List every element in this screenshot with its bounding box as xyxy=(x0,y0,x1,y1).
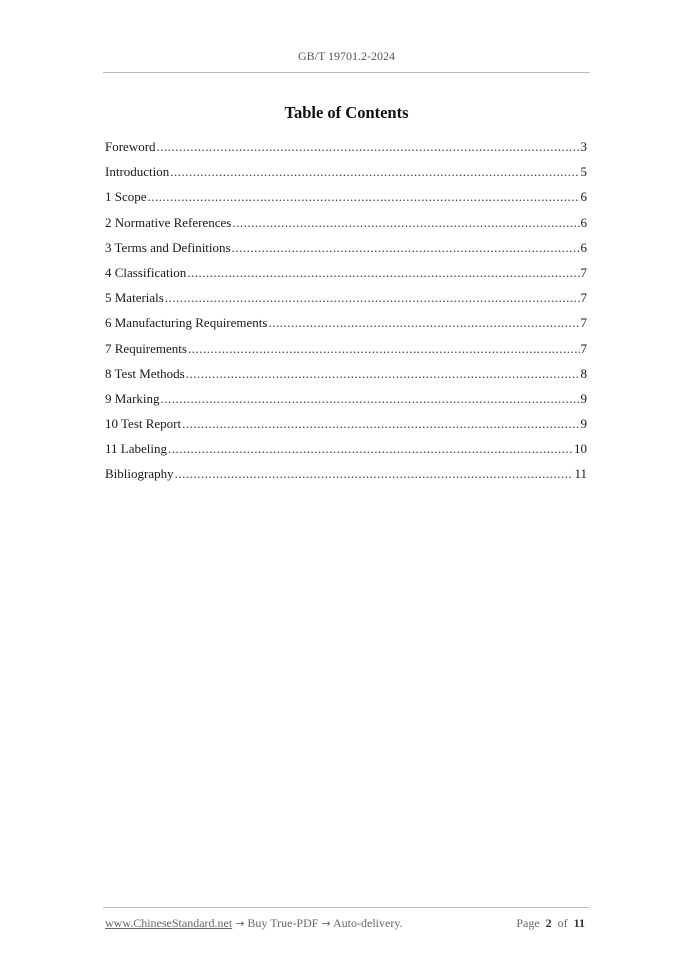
toc-entry-page: 7 xyxy=(580,315,587,331)
page-total: 11 xyxy=(573,916,585,930)
of-word: of xyxy=(557,916,568,930)
toc-leader-dots xyxy=(232,240,580,256)
toc-entry-page: 9 xyxy=(580,390,587,406)
toc-entry-label: Introduction xyxy=(105,164,170,180)
toc-entry-requirements[interactable] xyxy=(105,341,587,366)
toc-leader-dots xyxy=(232,215,579,231)
toc-entry-page: 10 xyxy=(574,441,587,457)
toc-entry-page: 11 xyxy=(574,466,587,482)
toc-entry-label: 7 Requirements xyxy=(105,340,187,356)
toc-entry-label: 1 Scope xyxy=(105,189,147,205)
toc-entry-foreword[interactable] xyxy=(105,139,587,164)
toc-entry-label: 5 Materials xyxy=(105,290,164,306)
toc-entry-page: 7 xyxy=(580,340,587,356)
toc-leader-dots xyxy=(168,441,573,457)
toc-entry-manufacturing-requirements[interactable] xyxy=(105,315,587,340)
toc-entry-marking[interactable] xyxy=(105,391,587,416)
toc-entry-label: Bibliography xyxy=(105,466,174,482)
toc-leader-dots xyxy=(148,189,580,205)
toc-entry-bibliography[interactable] xyxy=(105,466,587,491)
toc-entry-label: 10 Test Report xyxy=(105,416,182,432)
footer-promo xyxy=(105,916,403,931)
delivery-text: Auto-delivery. xyxy=(333,916,403,930)
toc-leader-dots xyxy=(187,265,579,281)
toc-entry-page: 6 xyxy=(580,239,587,255)
toc-leader-dots xyxy=(161,391,580,407)
toc-leader-dots xyxy=(186,366,580,382)
toc-entry-label: Foreword xyxy=(105,139,156,154)
toc-entry-label: 4 Classification xyxy=(105,264,187,280)
toc-leader-dots xyxy=(175,466,574,482)
toc-leader-dots xyxy=(268,315,579,331)
toc-entry-page: 7 xyxy=(580,290,587,306)
toc-entry-materials[interactable] xyxy=(105,290,587,315)
toc-entry-page: 6 xyxy=(580,189,587,205)
toc-leader-dots xyxy=(157,139,580,155)
toc-entry-introduction[interactable] xyxy=(105,164,587,189)
toc-entry-label: 11 Labeling xyxy=(105,441,167,457)
toc-entry-label: 9 Marking xyxy=(105,390,160,406)
page-number xyxy=(516,916,585,931)
toc-entry-test-methods[interactable] xyxy=(105,366,587,391)
toc-entry-page: 8 xyxy=(580,365,587,381)
toc-entry-label: 3 Terms and Definitions xyxy=(105,239,231,255)
toc-list xyxy=(105,139,587,492)
toc-entry-page: 6 xyxy=(580,214,587,230)
toc-entry-label: 6 Manufacturing Requirements xyxy=(105,315,268,331)
arrow-right-icon: → xyxy=(321,917,331,930)
running-header: GB/T 19701.2-2024 xyxy=(297,49,396,63)
toc-entry-labeling[interactable] xyxy=(105,441,587,466)
toc-entry-classification[interactable] xyxy=(105,265,587,290)
toc-entry-page: 9 xyxy=(580,416,587,432)
toc-leader-dots xyxy=(188,341,580,357)
toc-entry-page: 5 xyxy=(580,164,587,180)
toc-entry-label: 2 Normative References xyxy=(105,214,232,230)
buy-text: Buy True-PDF xyxy=(247,916,319,930)
toc-entry-scope[interactable] xyxy=(105,189,587,214)
arrow-right-icon: → xyxy=(235,917,245,930)
site-link[interactable]: www.ChineseStandard.net xyxy=(105,916,233,930)
header-divider xyxy=(103,72,590,73)
toc-entry-label: 8 Test Methods xyxy=(105,365,185,381)
toc-entry-normative-references[interactable] xyxy=(105,215,587,240)
toc-leader-dots xyxy=(170,164,579,180)
toc-entry-page: 7 xyxy=(580,264,587,280)
toc-entry-terms-definitions[interactable] xyxy=(105,240,587,265)
toc-title: Table of Contents xyxy=(284,103,409,122)
toc-entry-test-report[interactable] xyxy=(105,416,587,441)
footer-divider xyxy=(103,907,590,908)
toc-leader-dots xyxy=(165,290,580,306)
page-current: 2 xyxy=(545,916,552,930)
toc-leader-dots xyxy=(182,416,579,432)
page-word: Page xyxy=(516,916,540,930)
toc-entry-page: 3 xyxy=(580,139,587,154)
